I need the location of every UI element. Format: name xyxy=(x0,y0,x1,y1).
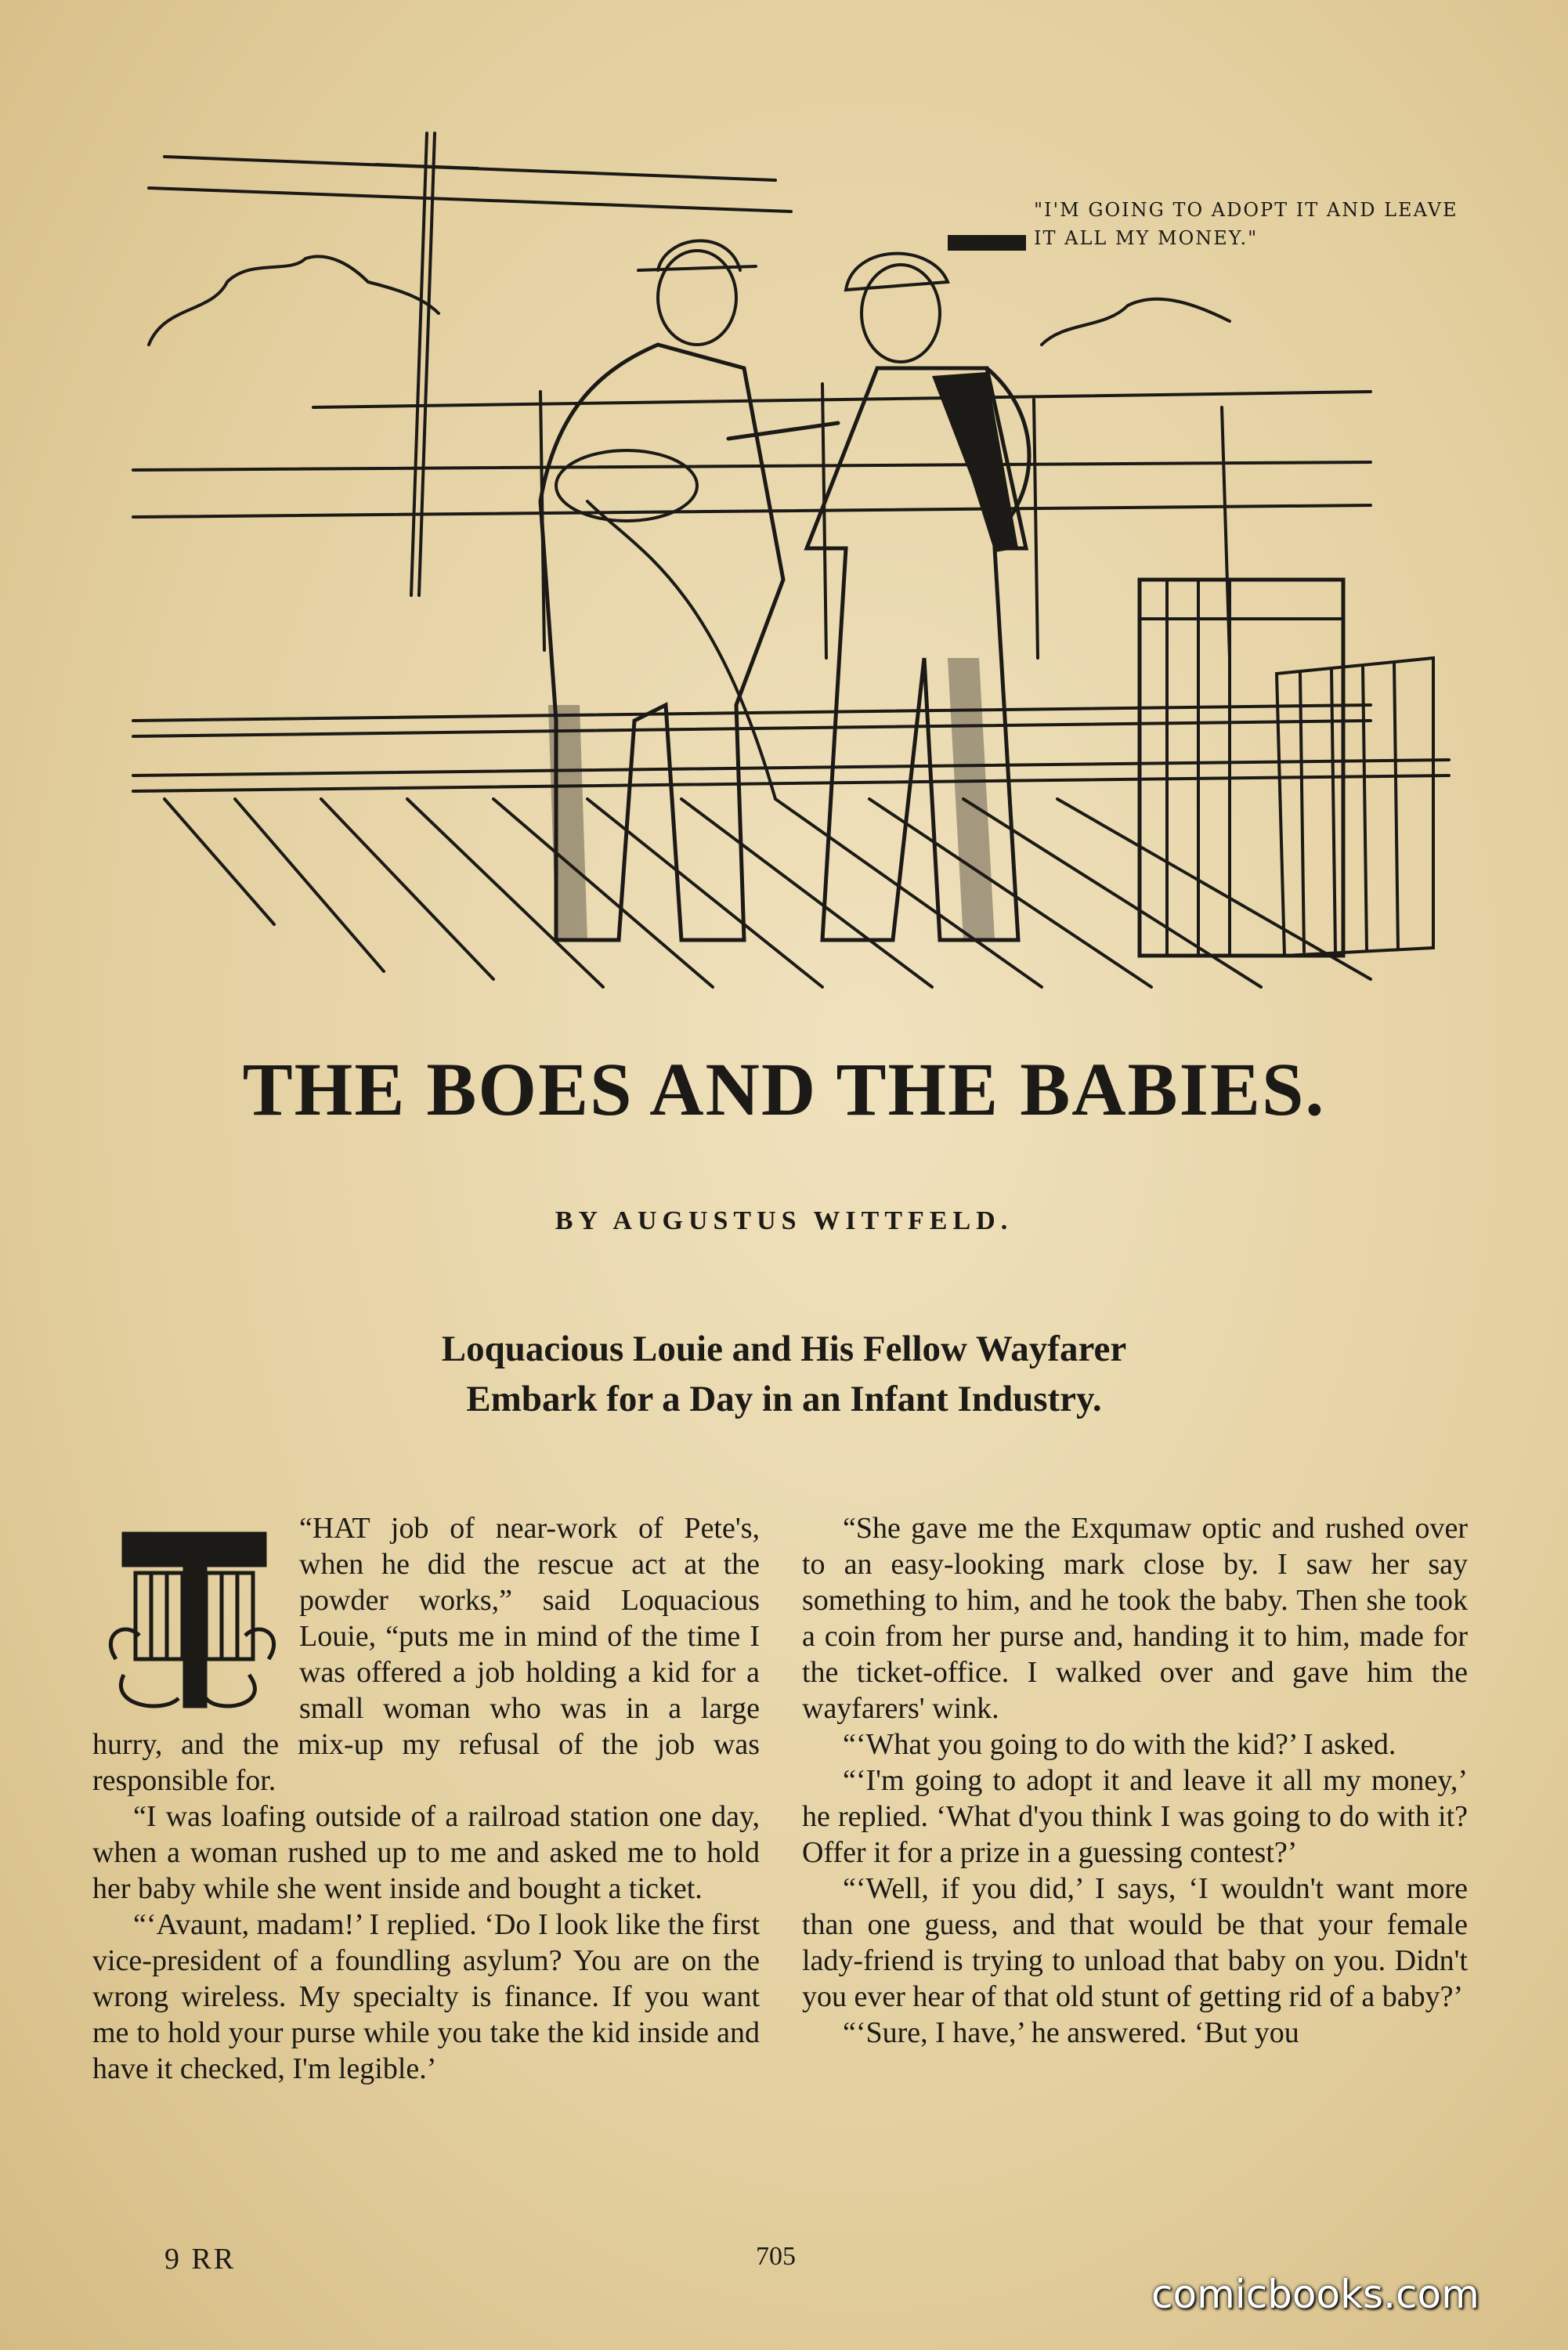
paragraph: “I was loafing outside of a railroad station one day, when a woman rushed up to me and asked me to hold her baby while she went inside and bought a ticket. xyxy=(92,1800,760,1905)
text-column-right xyxy=(802,1510,1468,2051)
paragraph: “HAT job of near-work of Pete's, when he did the rescue act at the powder works,” said Loquacious Louie, “puts me in mind of the time I was offered a job holding a kid for a small woman who was in a large hurry, and the mix-up my refusal of the job was responsible for. xyxy=(92,1512,760,1797)
watermark: comicbooks.com xyxy=(1151,2272,1479,2317)
paragraph: “‘Avaunt, madam!’ I replied. ‘Do I look like the first vice-president of a foundling asylum? You are on the wrong wireless. My specialty is finance. If you want me to hold your purse while you take the kid inside and have it checked, I'm legible.’ xyxy=(92,1908,760,2085)
paragraph: “‘Sure, I have,’ he answered. ‘But you xyxy=(843,2016,1299,2049)
drop-cap xyxy=(92,1518,280,1722)
subtitle-line-1: Loquacious Louie and His Fellow Wayfarer xyxy=(441,1329,1127,1369)
page-number: 705 xyxy=(756,2242,796,2271)
article-byline: BY AUGUSTUS WITTFELD. xyxy=(555,1206,1013,1235)
illustration-caption: "I'M GOING TO ADOPT IT AND LEAVE IT ALL MY MONEY." xyxy=(1034,199,1458,249)
paragraph: “She gave me the Exqumaw optic and rushed over to an easy-looking mark close by. I saw her say something to him, and he took the baby. Then she took a coin from her purse and, handing it to him, made for the ticket-office. I walked over and gave him the wayfarers' wink. xyxy=(802,1512,1468,1725)
paragraph: “‘I'm going to adopt it and leave it all my money,’ he replied. ‘What d'you think I was going to do with it? Offer it for a prize in a guessing contest?’ xyxy=(802,1764,1468,1869)
paragraph: “‘What you going to do with the kid?’ I asked. xyxy=(843,1728,1396,1761)
signature-mark: 9 RR xyxy=(164,2243,237,2276)
subtitle-line-2: Embark for a Day in an Infant Industry. xyxy=(466,1379,1102,1419)
paragraph: “‘Well, if you did,’ I says, ‘I wouldn't want more than one guess, and that would be that your female lady-friend is trying to unload that baby on you. Didn't you ever hear of that old stunt of getting rid of a baby?’ xyxy=(802,1872,1468,2013)
ornamental-t-icon xyxy=(92,1518,280,1722)
article-title: THE BOES AND THE BABIES. xyxy=(242,1047,1326,1131)
text-column-left xyxy=(92,1510,760,2087)
article-subtitle xyxy=(0,1324,1568,1424)
